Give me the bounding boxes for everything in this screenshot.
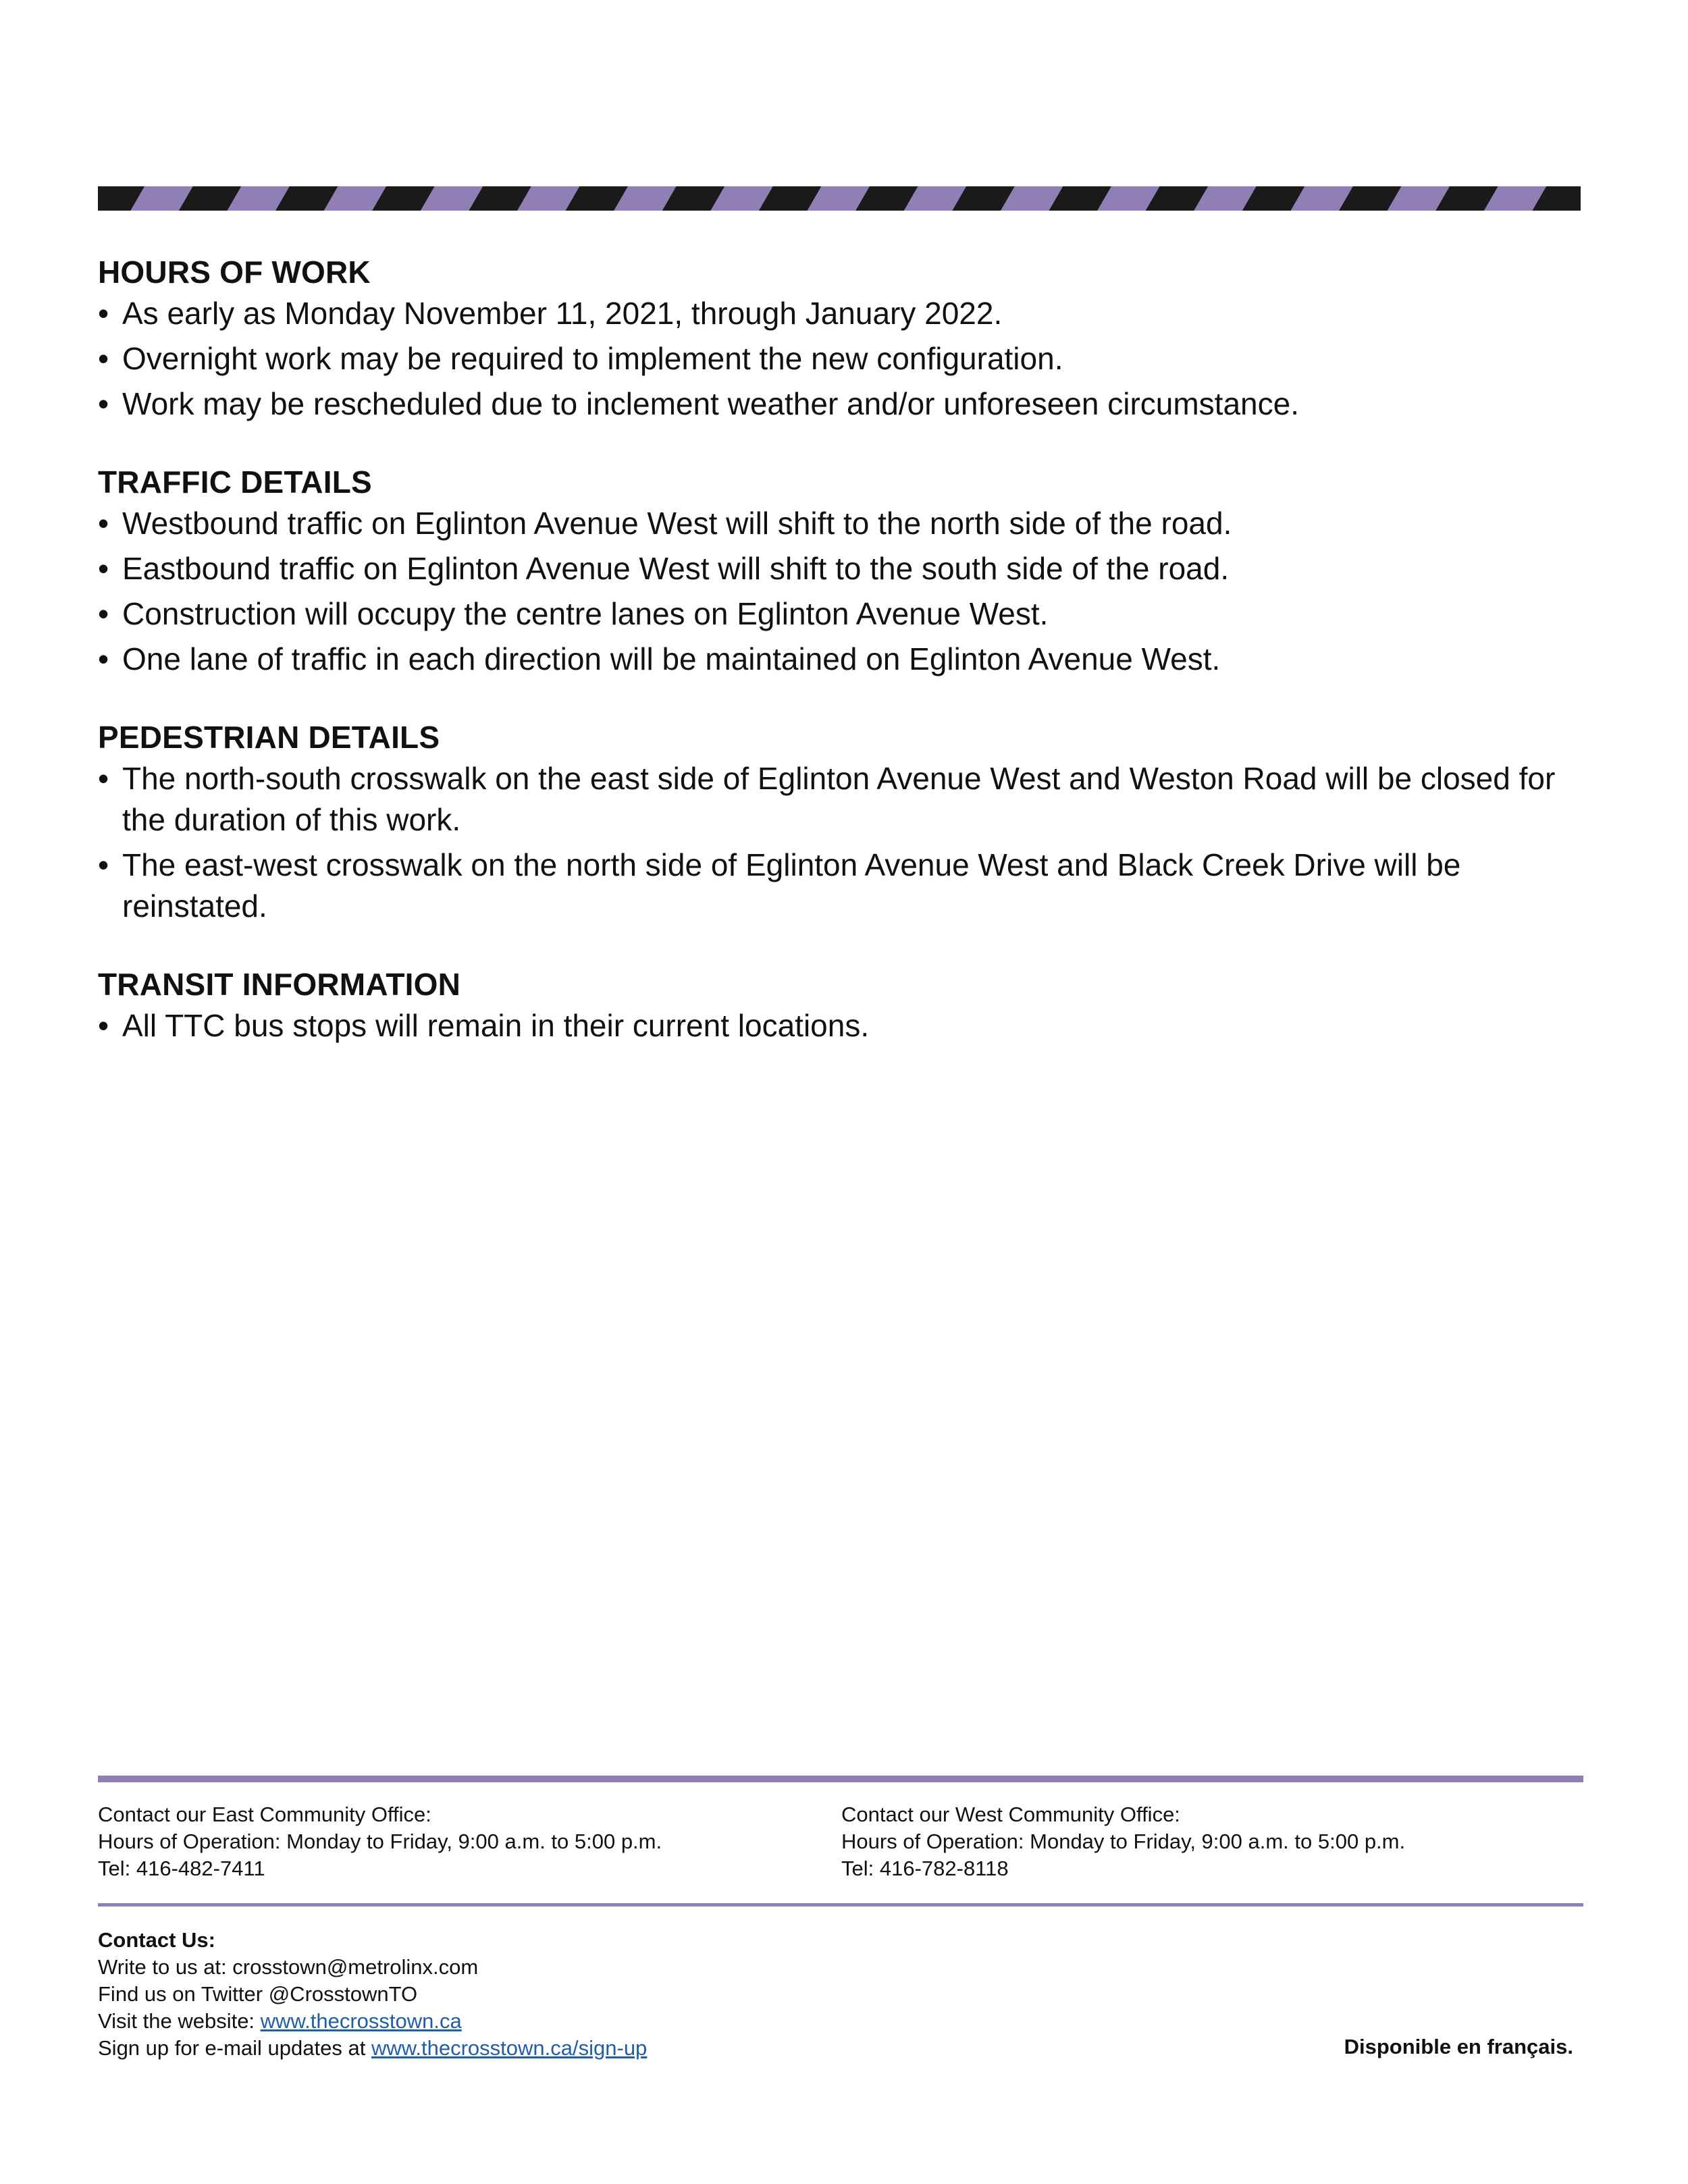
notice-section	[98, 251, 1583, 425]
contact-us-block	[98, 1927, 647, 2062]
section-heading: TRANSIT INFORMATION	[98, 967, 461, 1002]
list-item	[98, 1005, 1583, 1046]
list-item	[98, 503, 1583, 544]
list-item-text: Construction will occupy the centre lanes on Eglinton Avenue West.	[122, 596, 1049, 631]
bullet-icon: •	[98, 551, 109, 586]
east-office-title: Contact our East Community Office:	[98, 1803, 431, 1826]
notice-content	[98, 251, 1583, 1083]
list-item	[98, 383, 1583, 425]
list-item	[98, 293, 1583, 334]
list-item-text: Eastbound traffic on Eglinton Avenue West will shift to the south side of the road.	[122, 551, 1230, 586]
bullet-icon: •	[98, 596, 109, 631]
list-item-text: Work may be rescheduled due to inclement weather and/or unforeseen circumstance.	[122, 386, 1299, 421]
list-item	[98, 548, 1583, 589]
bullet-icon: •	[98, 761, 109, 796]
notice-section	[98, 716, 1583, 927]
section-heading: HOURS OF WORK	[98, 255, 371, 290]
decorative-stripe-bar	[98, 186, 1581, 211]
bullet-icon: •	[98, 296, 109, 331]
list-item-text: As early as Monday November 11, 2021, through January 2022.	[122, 296, 1003, 331]
bullet-list	[98, 758, 1583, 927]
list-item-text: Overnight work may be required to implement the new configuration.	[122, 341, 1063, 376]
east-office-hours: Hours of Operation: Monday to Friday, 9:00 a.m. to 5:00 p.m.	[98, 1830, 662, 1853]
bullet-icon: •	[98, 341, 109, 376]
list-item	[98, 845, 1583, 927]
contact-us-heading: Contact Us:	[98, 1928, 215, 1952]
footer-divider-middle	[98, 1903, 1583, 1907]
bullet-list	[98, 1005, 1583, 1046]
list-item-text: One lane of traffic in each direction will be maintained on Eglinton Avenue West.	[122, 641, 1221, 676]
west-office-tel: Tel: 416-782-8118	[841, 1857, 1009, 1880]
west-office-contact	[841, 1801, 1405, 1882]
website-link[interactable]: www.thecrosstown.ca	[260, 2009, 462, 2033]
contact-email-line: Write to us at: crosstown@metrolinx.com	[98, 1955, 479, 1979]
section-heading: PEDESTRIAN DETAILS	[98, 720, 440, 755]
website-prefix: Visit the website:	[98, 2009, 261, 2033]
list-item-text: Westbound traffic on Eglinton Avenue West will shift to the north side of the road.	[122, 506, 1232, 541]
west-office-title: Contact our West Community Office:	[841, 1803, 1180, 1826]
list-item	[98, 593, 1583, 635]
list-item-text: The east-west crosswalk on the north side of Eglinton Avenue West and Black Creek Drive will be reinstated.	[122, 847, 1461, 924]
bullet-icon: •	[98, 1008, 109, 1043]
west-office-hours: Hours of Operation: Monday to Friday, 9:00 a.m. to 5:00 p.m.	[841, 1830, 1406, 1853]
signup-prefix: Sign up for e-mail updates at	[98, 2036, 371, 2060]
list-item	[98, 758, 1583, 841]
east-office-tel: Tel: 416-482-7411	[98, 1857, 265, 1880]
bullet-list	[98, 503, 1583, 680]
notice-section	[98, 461, 1583, 680]
contact-twitter-line: Find us on Twitter @CrosstownTO	[98, 1982, 418, 2006]
french-availability-note: Disponible en français.	[1344, 2035, 1573, 2058]
bullet-icon: •	[98, 386, 109, 421]
list-item	[98, 639, 1583, 680]
list-item-text: The north-south crosswalk on the east side of Eglinton Avenue West and Weston Road will be closed for the duration of this work.	[122, 761, 1556, 837]
east-office-contact	[98, 1801, 662, 1882]
contact-signup-line	[98, 2035, 647, 2062]
bullet-icon: •	[98, 847, 109, 882]
contact-website-line	[98, 2008, 647, 2035]
list-item-text: All TTC bus stops will remain in their current locations.	[122, 1008, 870, 1043]
bullet-icon: •	[98, 506, 109, 541]
signup-link[interactable]: www.thecrosstown.ca/sign-up	[371, 2036, 648, 2060]
notice-section	[98, 963, 1583, 1046]
section-heading: TRAFFIC DETAILS	[98, 464, 372, 500]
bullet-list	[98, 293, 1583, 425]
bullet-icon: •	[98, 641, 109, 676]
list-item	[98, 338, 1583, 379]
footer-divider-top	[98, 1776, 1583, 1782]
